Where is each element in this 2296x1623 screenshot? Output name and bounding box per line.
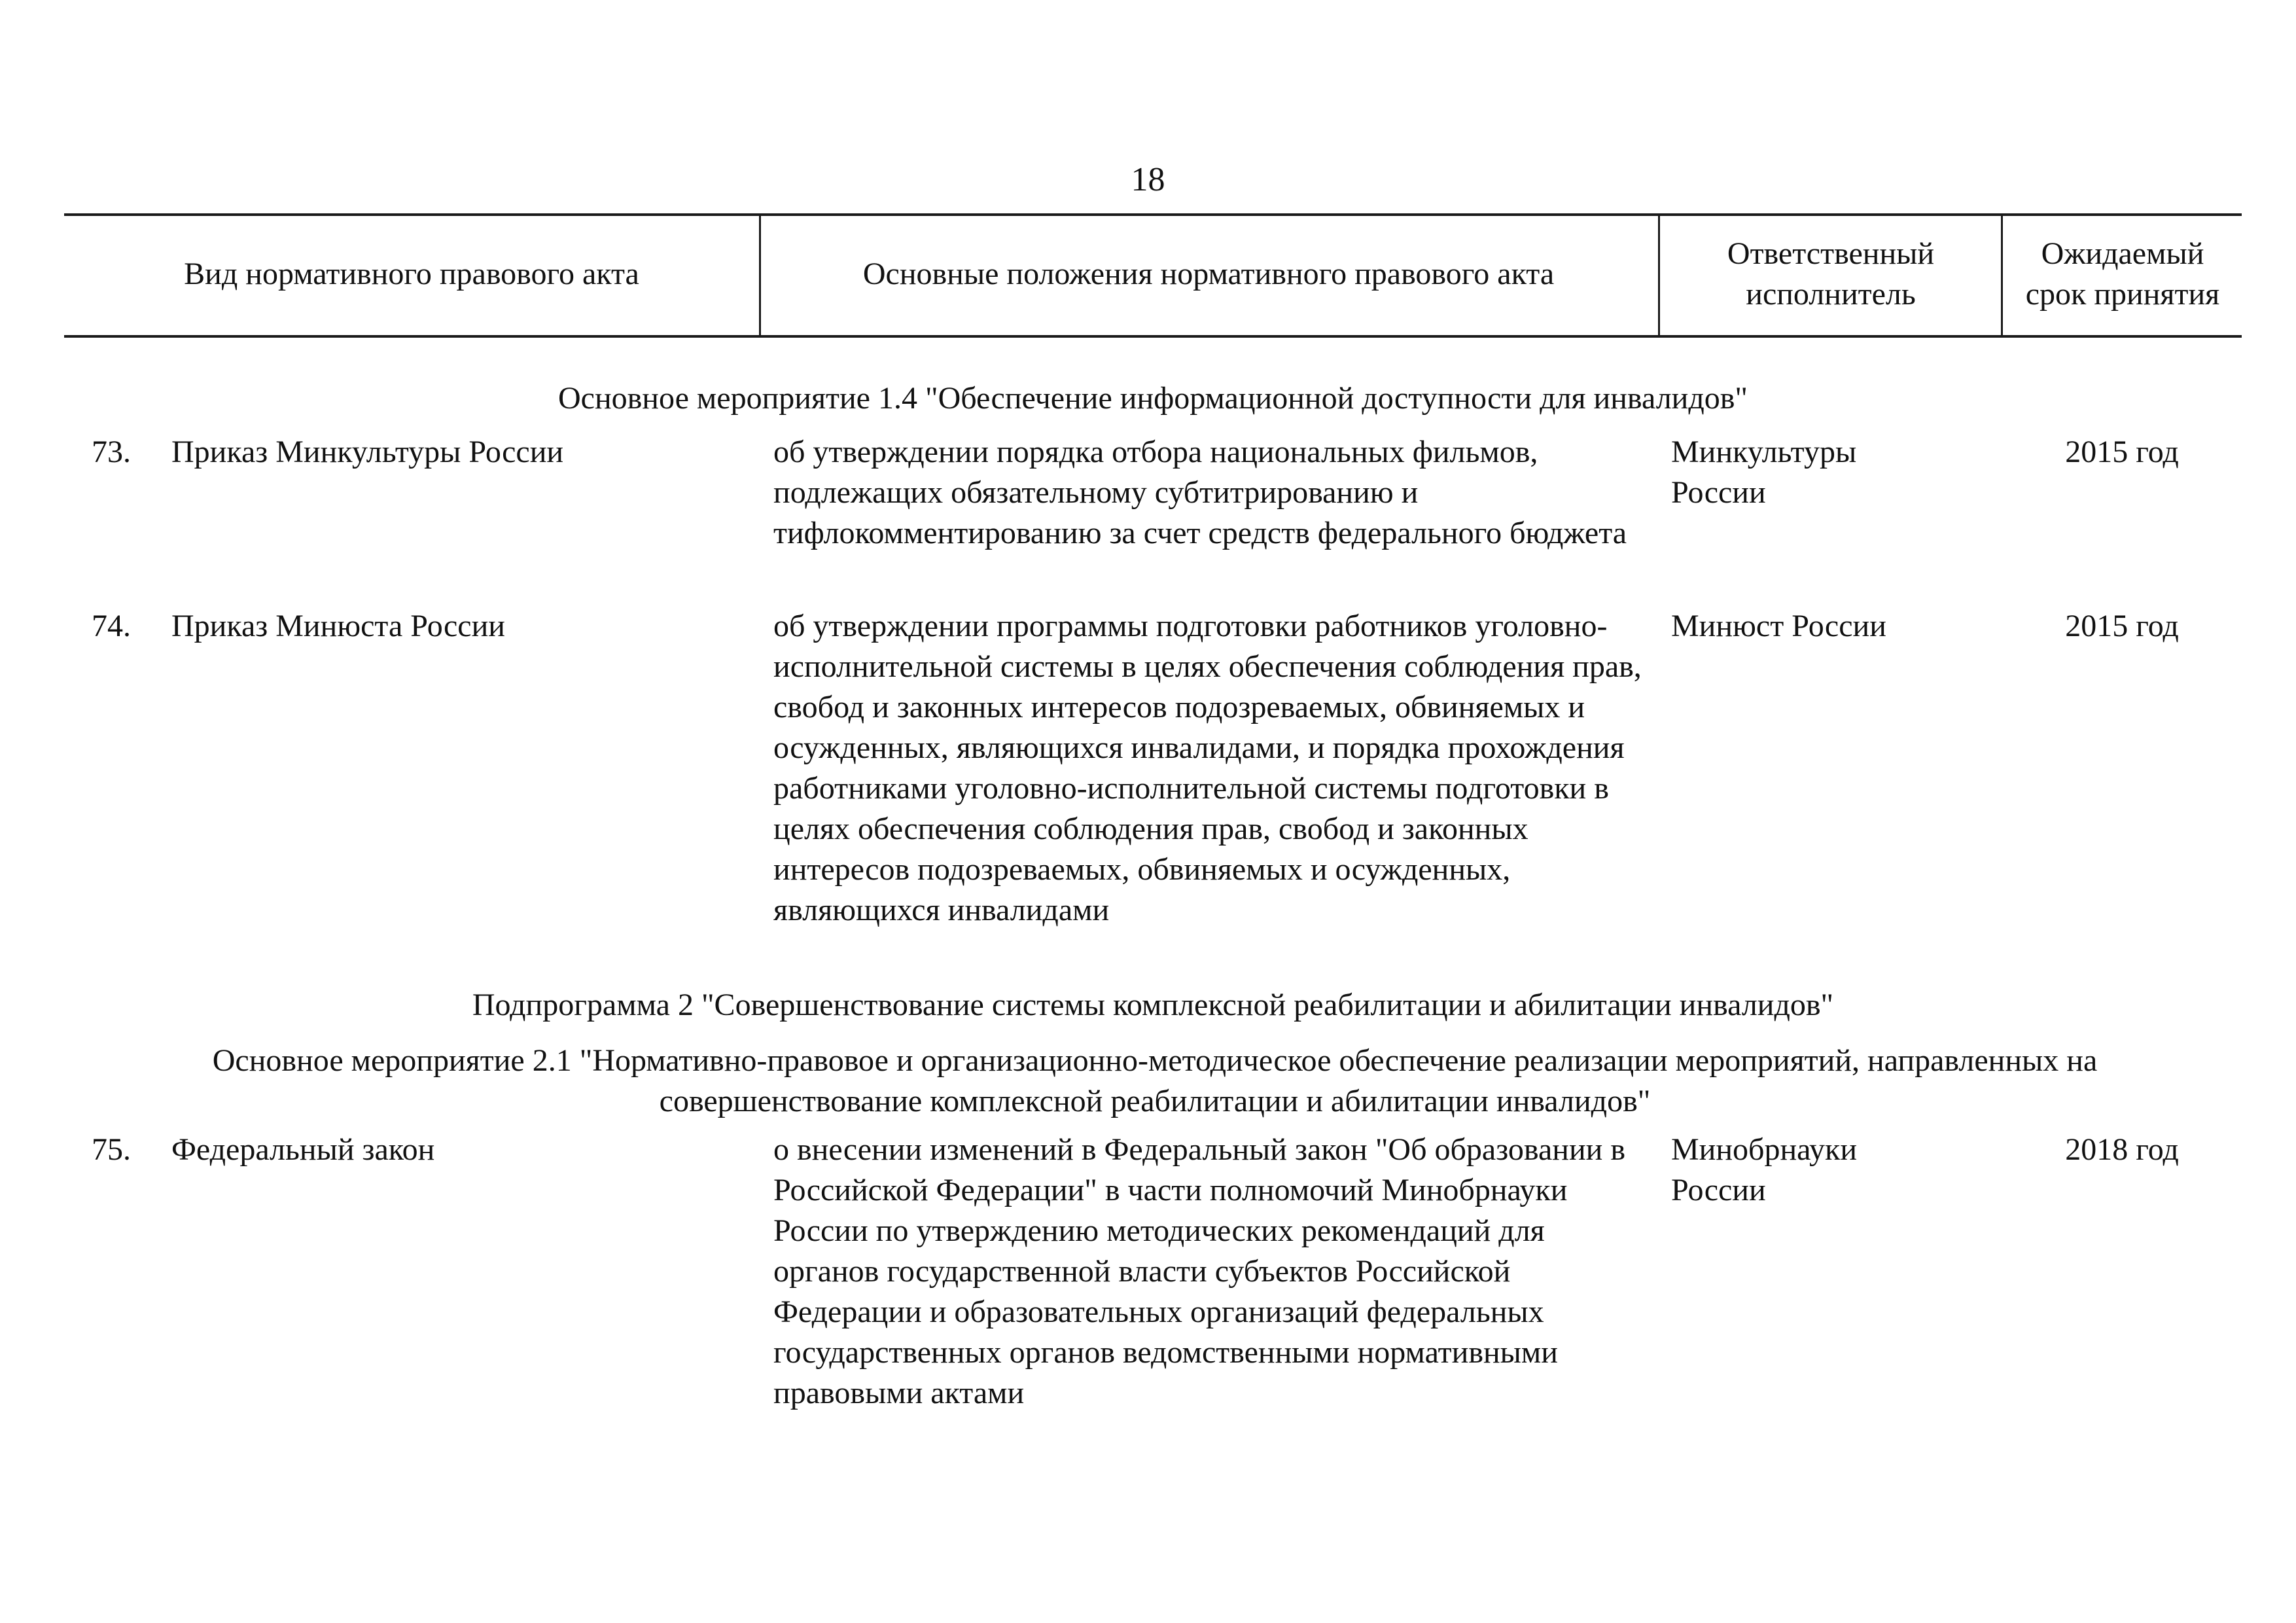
header-divider [2001, 213, 2003, 335]
expected-term: 2018 год [2065, 1132, 2179, 1167]
responsible-executor: Минкультуры России [1671, 435, 1857, 510]
column-header-term: Ожидаемый срок принятия [2025, 236, 2220, 312]
responsible-executor: Минюст России [1671, 609, 1886, 643]
expected-term: 2015 год [2065, 435, 2179, 469]
expected-term: 2015 год [2065, 609, 2179, 643]
section-heading: Основное мероприятие 1.4 "Обеспечение информационной доступности для инвалидов" [557, 381, 1748, 416]
subprogram-heading: Подпрограмма 2 "Совершенствование системы комплексной реабилитации и абилитации инвалидов" [472, 988, 1834, 1022]
row-number: 74. [92, 609, 131, 643]
act-type: Федеральный закон [171, 1132, 435, 1167]
row-number: 73. [92, 435, 131, 469]
column-header-act-type: Вид нормативного правового акта [184, 257, 639, 291]
page-number: 18 [1131, 161, 1165, 198]
act-description: о внесении изменений в Федеральный закон "Об образовании в Российской Федерации" в части полномочий Минобрнауки России по утверждению методических рекомендаций для органов государственной власти субъектов Российской Федерации и образовательных организаций федеральных государственных органов ведомственными нормативными правовыми актами [773, 1132, 1625, 1410]
act-description: об утверждении программы подготовки работников уголовно-исполнительной системы в целях обеспечения соблюдения прав, свобод и законных интересов подозреваемых, обвиняемых и осужденных, являющихся инвалидами, и порядка прохождения работниками уголовно-исполнительной системы подготовки в целях обеспечения соблюдения прав, свобод и законных интересов подозреваемых, обвиняемых и осужденных, являющихся инвалидами [773, 609, 1642, 927]
act-description: об утверждении порядка отбора национальных фильмов, подлежащих обязательному субтитрированию и тифлокомментированию за счет средств федерального бюджета [773, 435, 1627, 550]
header-divider [1658, 213, 1660, 335]
row-number: 75. [92, 1132, 131, 1167]
responsible-executor: Минобрнауки России [1671, 1132, 1858, 1207]
section-heading: Основное мероприятие 2.1 "Нормативно-правовое и организационно-методическое обеспечение реализации мероприятий, направленных на совершенствование комплексной реабилитации и абилитации инвалидов" [212, 1043, 2098, 1118]
table-header-bottom-border [64, 335, 2242, 338]
act-type: Приказ Минкультуры России [171, 435, 564, 469]
column-header-executor: Ответственный исполнитель [1727, 236, 1935, 312]
act-type: Приказ Минюста России [171, 609, 505, 643]
column-header-provisions: Основные положения нормативного правового акта [862, 257, 1555, 291]
